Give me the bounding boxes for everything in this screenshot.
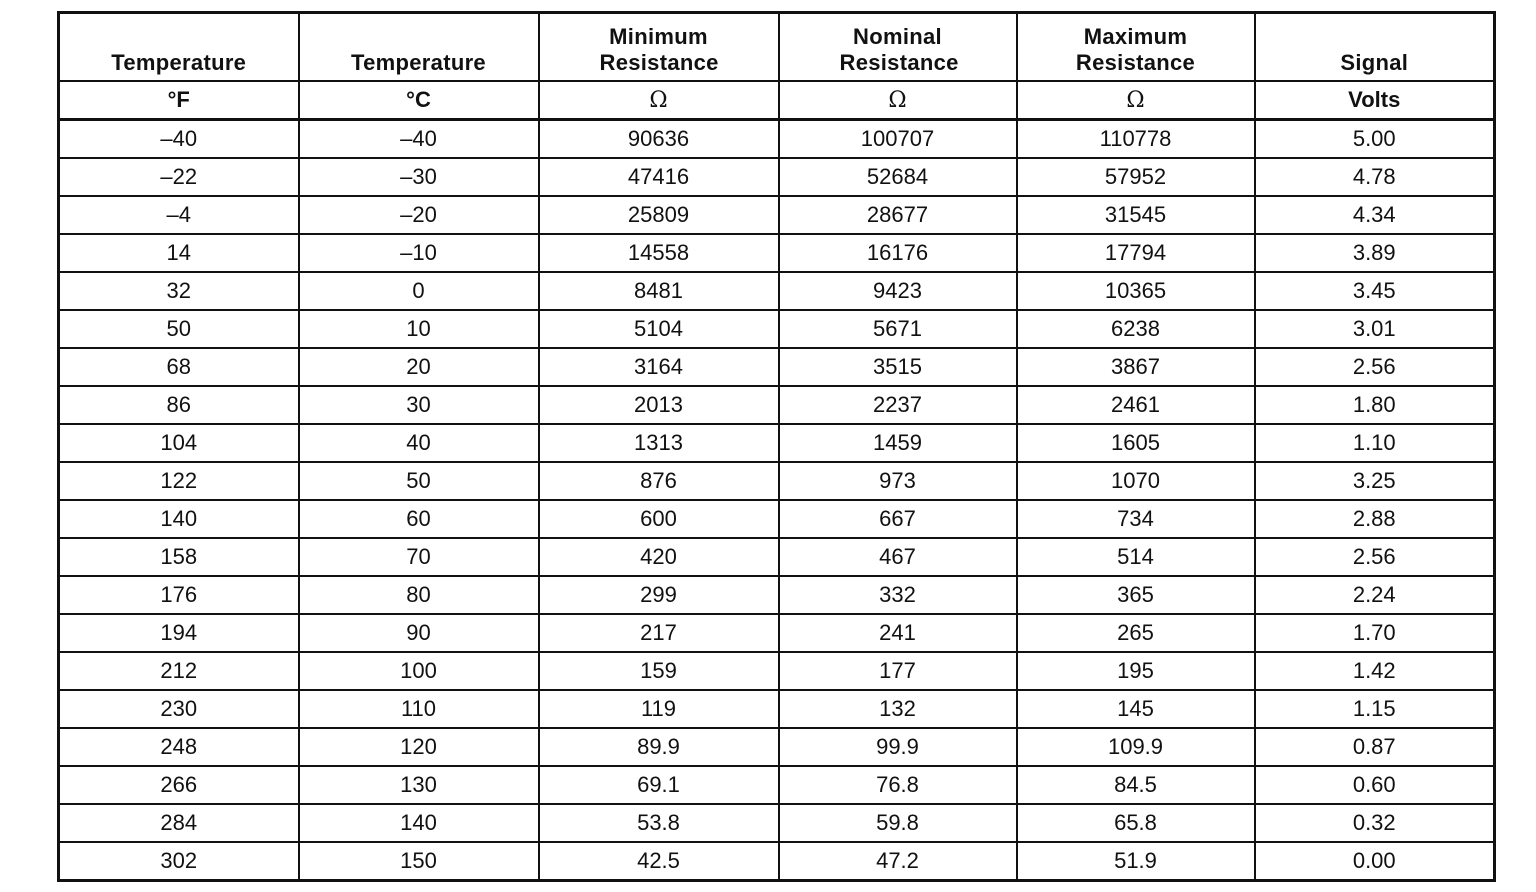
nominal-resistance-cell: 28677: [779, 196, 1017, 234]
max-resistance-cell: 1070: [1017, 462, 1255, 500]
signal-volts-cell: 4.78: [1255, 158, 1495, 196]
table-row: [59, 272, 1495, 310]
temp-f-cell: 104: [59, 424, 299, 462]
unit-fahrenheit: °F: [59, 81, 299, 120]
table-row: [59, 196, 1495, 234]
table-row: [59, 576, 1495, 614]
table-row: [59, 652, 1495, 690]
table-row: [59, 234, 1495, 272]
min-resistance-cell: 69.1: [539, 766, 779, 804]
table-row: [59, 842, 1495, 881]
nominal-resistance-cell: 973: [779, 462, 1017, 500]
temp-c-cell: 60: [299, 500, 539, 538]
max-resistance-cell: 109.9: [1017, 728, 1255, 766]
signal-volts-cell: 4.34: [1255, 196, 1495, 234]
temp-c-cell: 110: [299, 690, 539, 728]
signal-volts-cell: 1.80: [1255, 386, 1495, 424]
temp-f-cell: 14: [59, 234, 299, 272]
signal-volts-cell: 5.00: [1255, 120, 1495, 159]
temp-f-cell: 266: [59, 766, 299, 804]
min-resistance-cell: 299: [539, 576, 779, 614]
signal-volts-cell: 1.70: [1255, 614, 1495, 652]
max-resistance-cell: 1605: [1017, 424, 1255, 462]
nominal-resistance-cell: 332: [779, 576, 1017, 614]
temp-c-cell: 120: [299, 728, 539, 766]
signal-volts-cell: 1.42: [1255, 652, 1495, 690]
nominal-resistance-cell: 1459: [779, 424, 1017, 462]
signal-volts-cell: 3.89: [1255, 234, 1495, 272]
min-resistance-cell: 119: [539, 690, 779, 728]
max-resistance-cell: 6238: [1017, 310, 1255, 348]
temp-c-cell: –10: [299, 234, 539, 272]
max-resistance-cell: 2461: [1017, 386, 1255, 424]
table-row: [59, 120, 1495, 159]
temp-f-cell: –22: [59, 158, 299, 196]
table-row: [59, 766, 1495, 804]
table-row: [59, 728, 1495, 766]
header-minimum-resistance: Minimum Resistance: [539, 13, 779, 82]
table-row: [59, 424, 1495, 462]
table-row: [59, 538, 1495, 576]
temp-f-cell: 284: [59, 804, 299, 842]
header-temperature-f: Temperature: [59, 13, 299, 82]
signal-volts-cell: 0.32: [1255, 804, 1495, 842]
temp-c-cell: 30: [299, 386, 539, 424]
min-resistance-cell: 600: [539, 500, 779, 538]
min-resistance-cell: 90636: [539, 120, 779, 159]
max-resistance-cell: 17794: [1017, 234, 1255, 272]
min-resistance-cell: 5104: [539, 310, 779, 348]
temp-c-cell: –40: [299, 120, 539, 159]
signal-volts-cell: 3.45: [1255, 272, 1495, 310]
temp-f-cell: 32: [59, 272, 299, 310]
unit-celsius: °C: [299, 81, 539, 120]
sensor-resistance-table: [57, 11, 1496, 882]
min-resistance-cell: 89.9: [539, 728, 779, 766]
temp-f-cell: 122: [59, 462, 299, 500]
temp-c-cell: 20: [299, 348, 539, 386]
temp-f-cell: –40: [59, 120, 299, 159]
unit-ohm-max: Ω: [1017, 81, 1255, 120]
signal-volts-cell: 2.56: [1255, 348, 1495, 386]
table-body: [59, 120, 1495, 881]
temp-c-cell: 90: [299, 614, 539, 652]
signal-volts-cell: 1.10: [1255, 424, 1495, 462]
nominal-resistance-cell: 5671: [779, 310, 1017, 348]
min-resistance-cell: 53.8: [539, 804, 779, 842]
signal-volts-cell: 2.24: [1255, 576, 1495, 614]
signal-volts-cell: 0.60: [1255, 766, 1495, 804]
max-resistance-cell: 65.8: [1017, 804, 1255, 842]
signal-volts-cell: 2.56: [1255, 538, 1495, 576]
min-resistance-cell: 14558: [539, 234, 779, 272]
nominal-resistance-cell: 177: [779, 652, 1017, 690]
temp-f-cell: 50: [59, 310, 299, 348]
max-resistance-cell: 3867: [1017, 348, 1255, 386]
max-resistance-cell: 51.9: [1017, 842, 1255, 881]
table-row: [59, 804, 1495, 842]
temp-f-cell: 194: [59, 614, 299, 652]
min-resistance-cell: 42.5: [539, 842, 779, 881]
temp-f-cell: 212: [59, 652, 299, 690]
signal-volts-cell: 0.00: [1255, 842, 1495, 881]
signal-volts-cell: 1.15: [1255, 690, 1495, 728]
temp-f-cell: 86: [59, 386, 299, 424]
max-resistance-cell: 195: [1017, 652, 1255, 690]
temp-c-cell: 130: [299, 766, 539, 804]
max-resistance-cell: 110778: [1017, 120, 1255, 159]
header-unit-row: [59, 81, 1495, 120]
temp-c-cell: 100: [299, 652, 539, 690]
header-maximum-resistance: Maximum Resistance: [1017, 13, 1255, 82]
max-resistance-cell: 57952: [1017, 158, 1255, 196]
min-resistance-cell: 876: [539, 462, 779, 500]
min-resistance-cell: 25809: [539, 196, 779, 234]
nominal-resistance-cell: 132: [779, 690, 1017, 728]
temp-c-cell: 150: [299, 842, 539, 881]
max-resistance-cell: 265: [1017, 614, 1255, 652]
max-resistance-cell: 84.5: [1017, 766, 1255, 804]
signal-volts-cell: 0.87: [1255, 728, 1495, 766]
temp-c-cell: –30: [299, 158, 539, 196]
signal-volts-cell: 3.01: [1255, 310, 1495, 348]
nominal-resistance-cell: 16176: [779, 234, 1017, 272]
unit-ohm-nominal: Ω: [779, 81, 1017, 120]
nominal-resistance-cell: 2237: [779, 386, 1017, 424]
table-row: [59, 462, 1495, 500]
temp-f-cell: 176: [59, 576, 299, 614]
temp-f-cell: 248: [59, 728, 299, 766]
table-header: [59, 13, 1495, 120]
min-resistance-cell: 47416: [539, 158, 779, 196]
unit-ohm-min: Ω: [539, 81, 779, 120]
table-row: [59, 500, 1495, 538]
min-resistance-cell: 2013: [539, 386, 779, 424]
max-resistance-cell: 145: [1017, 690, 1255, 728]
table-row: [59, 310, 1495, 348]
signal-volts-cell: 2.88: [1255, 500, 1495, 538]
max-resistance-cell: 734: [1017, 500, 1255, 538]
max-resistance-cell: 365: [1017, 576, 1255, 614]
table-row: [59, 690, 1495, 728]
temp-c-cell: –20: [299, 196, 539, 234]
nominal-resistance-cell: 667: [779, 500, 1017, 538]
max-resistance-cell: 514: [1017, 538, 1255, 576]
table-row: [59, 158, 1495, 196]
temp-f-cell: 68: [59, 348, 299, 386]
header-signal: Signal: [1255, 13, 1495, 82]
nominal-resistance-cell: 3515: [779, 348, 1017, 386]
temp-c-cell: 80: [299, 576, 539, 614]
max-resistance-cell: 10365: [1017, 272, 1255, 310]
nominal-resistance-cell: 9423: [779, 272, 1017, 310]
min-resistance-cell: 217: [539, 614, 779, 652]
nominal-resistance-cell: 76.8: [779, 766, 1017, 804]
temp-c-cell: 10: [299, 310, 539, 348]
temp-f-cell: 230: [59, 690, 299, 728]
max-resistance-cell: 31545: [1017, 196, 1255, 234]
nominal-resistance-cell: 100707: [779, 120, 1017, 159]
nominal-resistance-cell: 467: [779, 538, 1017, 576]
nominal-resistance-cell: 47.2: [779, 842, 1017, 881]
min-resistance-cell: 420: [539, 538, 779, 576]
table-row: [59, 348, 1495, 386]
temp-c-cell: 0: [299, 272, 539, 310]
nominal-resistance-cell: 241: [779, 614, 1017, 652]
temp-f-cell: 158: [59, 538, 299, 576]
min-resistance-cell: 159: [539, 652, 779, 690]
min-resistance-cell: 8481: [539, 272, 779, 310]
header-nominal-resistance: Nominal Resistance: [779, 13, 1017, 82]
header-title-row: [59, 13, 1495, 82]
table-row: [59, 614, 1495, 652]
temp-c-cell: 50: [299, 462, 539, 500]
table-row: [59, 386, 1495, 424]
unit-volts: Volts: [1255, 81, 1495, 120]
nominal-resistance-cell: 59.8: [779, 804, 1017, 842]
nominal-resistance-cell: 52684: [779, 158, 1017, 196]
signal-volts-cell: 3.25: [1255, 462, 1495, 500]
nominal-resistance-cell: 99.9: [779, 728, 1017, 766]
temp-f-cell: 302: [59, 842, 299, 881]
temp-f-cell: –4: [59, 196, 299, 234]
temp-c-cell: 40: [299, 424, 539, 462]
header-temperature-c: Temperature: [299, 13, 539, 82]
temp-f-cell: 140: [59, 500, 299, 538]
temp-c-cell: 140: [299, 804, 539, 842]
min-resistance-cell: 1313: [539, 424, 779, 462]
temp-c-cell: 70: [299, 538, 539, 576]
min-resistance-cell: 3164: [539, 348, 779, 386]
